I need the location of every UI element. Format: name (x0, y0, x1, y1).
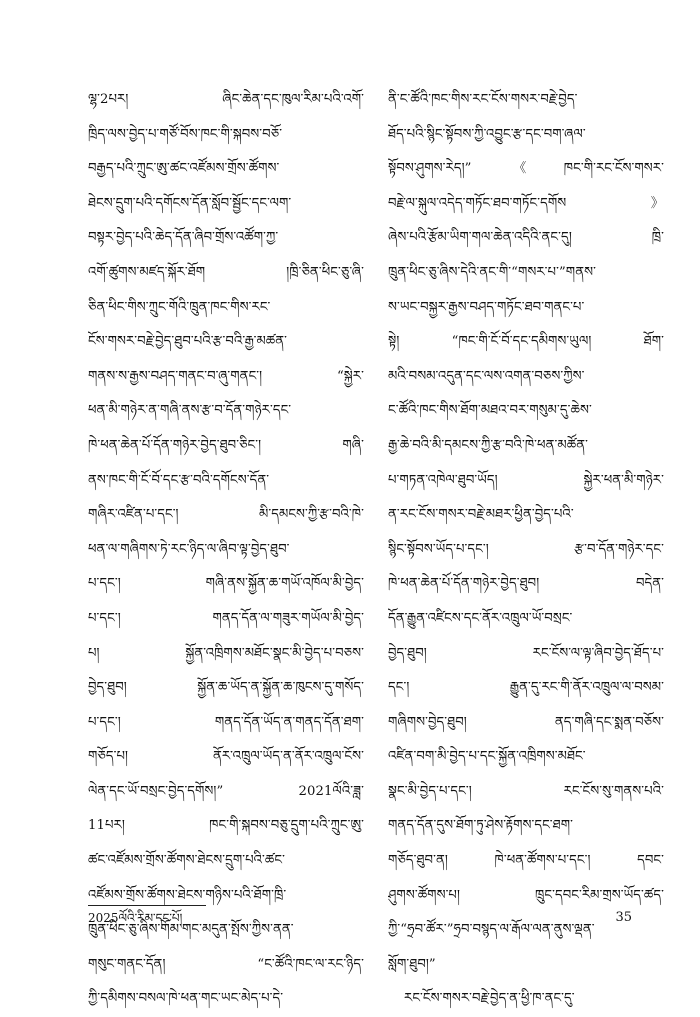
text-line: སྟེ། “ཁང་གི་ངོ་བོ་དང་དམིགས་ཡུལ། ཐོག་ (388, 334, 664, 350)
text-line: འགོ་ཚུགས་མཛད་སྐོར་ཐོག །ཁྲི་ཅིན་ཕིང་ཅུ་ཞི་ (88, 264, 364, 280)
text-line: གཞིར་འཛིན་པ་དང་། མི་དམངས་ཀྱི་རྩ་བའི་ཁེ་ (88, 507, 364, 523)
text-line: ཀྱི་དམིགས་བསལ་ཁེ་ཕན་གང་ཡང་མེད་པ་དེ་ (88, 991, 284, 1007)
text-line: ཅིན་ཕིང་གིས་ཀྲུང་གོའི་ཁྲུན་ཁང་གིས་རང་ (88, 299, 271, 315)
text-line: གཅོད་པ། ནོར་འཁྲུལ་ཡོད་ན་ནོར་འཁྲུལ་ངོས་ (88, 749, 364, 765)
text-line: ཕན་མི་གཉེར་ན་གཞི་ནས་རྩ་བ་དོན་གཉེར་དང་ (88, 403, 292, 419)
left-text-column (88, 83, 364, 1017)
text-line: གནད་དོན་དུས་ཐོག་ཏུ་ཤེས་རྟོགས་དང་ཐག་ (388, 818, 573, 834)
footer-rule (88, 905, 206, 906)
text-line: རང་ངོས་གསར་བརྗེ་བྱེད་ན་ཕྱི་ཁ་ནང་དུ་ (404, 991, 575, 1007)
text-line: ན་རང་ངོས་གསར་བརྗེ་མཐར་ཕྱིན་བྱེད་པའི་ (388, 507, 574, 523)
text-line: ཀྱི་“ཧྲབ་ཚོར་”ཧྲབ་བསྙད་ལ་རྒོལ་ལན་ནུས་ལྡན་ (388, 922, 595, 938)
text-line: ལེན་དང་ཡོ་བསྲང་བྱེད་དགོས།” 2021ལོའི་ཟླ་ (88, 783, 364, 799)
text-line: ཤུགས་ཚོགས་པ། ཁྲུང་དབང་རིམ་གྲས་ཡོད་ཚད་ (388, 887, 664, 903)
text-line: བྱེད་ཐུབ། རང་ངོས་ལ་ལྟ་ཞིབ་བྱེད་ཐོད་པ་ (388, 645, 664, 661)
text-line: ང་ཚོའི་ཁང་གིས་ཐོག་མཐའ་བར་གསུམ་དུ་ཆེས་ (388, 403, 592, 419)
text-line: བྱེད་ཐུབ། སྐྱོན་ཆ་ཡོད་ན་སྐྱོན་ཆ་ཁུངས་དུ་གསོད་ (88, 680, 364, 696)
text-line: གནས་ས་རྒྱས་བཤད་གནང་བ་ཞུ་གནང་། “སྐྱེར་ (88, 368, 364, 384)
text-line: པ། སྐྱོན་འཁྲིགས་མཐོང་སྣང་མི་བྱེད་པ་བཅས་ (88, 645, 364, 661)
text-line: མའི་བསམ་འདུན་དང་ལས་འགན་བཅས་ཀྱིས་ (388, 368, 585, 384)
text-line: དང་། རྒྱུན་དུ་རང་གི་ནོར་འཁྲུལ་ལ་བསམ་ (388, 680, 664, 696)
text-line: སྟོབས་ཤུགས་རེད།” 《ཁང་གི་རང་ངོས་གསར་ (388, 161, 664, 177)
text-line: བསྟར་བྱེད་པའི་ཆེད་དོན་ཞིབ་གྲོས་འཚོག་ཀྱ་ (88, 230, 279, 246)
text-line: དོན་རྒྱུན་འཛིངས་དང་ནོར་འཁྲུལ་ཡོ་བསྲང་ (388, 610, 573, 626)
text-line: ནས་ཁང་གི་ངོ་བོ་དང་རྩ་བའི་དགོངས་དོན་ (88, 472, 270, 488)
text-line: པ་དང་། གཞི་ནས་སྐྱོན་ཆ་གཡོ་འཁོལ་མི་བྱེད་ (88, 576, 364, 592)
text-line: པ་གཏན་འཁེལ་ཐུབ་ཡོད། སྐྱེར་ཕན་མི་གཉེར་ (388, 472, 664, 488)
text-line: ལྷ་2པར། ཞིང་ཆེན་དང་ཁུལ་རིམ་པའི་འགོ་ (88, 92, 364, 107)
right-text-column (388, 83, 664, 1017)
text-line: བརྒྱད་པའི་ཀྲུང་ཨུ་ཚང་འཛོམས་གྲོས་ཚོགས་ (88, 161, 280, 177)
text-line: གཞིགས་བྱེད་ཐུབ། ནད་གཞི་དང་སྨན་བཅོས་ (388, 714, 664, 730)
text-line: 11པར། ཁང་གི་སྐབས་བཅུ་དྲུག་པའི་ཀྲུང་ཨུ་ (88, 818, 364, 834)
text-line: ཁེ་ཕན་ཆེན་པོ་དོན་གཉེར་བྱེད་ཐུབ། བདེན་ (388, 576, 664, 592)
text-line: ཁྲིད་ལས་བྱེད་པ་གཙོ་བོས་ཁང་གི་སྐབས་བཅོ་ (88, 126, 283, 142)
text-line: ནི་ང་ཚོའི་ཁང་གིས་རང་ངོས་གསར་བརྗེ་བྱེད་ (388, 92, 578, 107)
text-line: ཁྲུན་ཕིང་ཅུ་ཞིས་དེའི་ནང་གི་“གསར་པ་”གནས་ (388, 264, 596, 280)
text-line: པ་དང་། གནད་དོན་ལ་གཟུར་གཡོལ་མི་བྱེད་ (88, 610, 364, 626)
text-line: རྒྱ་ཆེ་བའི་མི་དམངས་ཀྱི་རྩ་བའི་ཁེ་ཕན་མཚོན་ (388, 437, 588, 453)
text-line: ཐེངས་དྲུག་པའི་དགོངས་དོན་སློབ་སྦྱོང་དང་ལག་ (88, 195, 292, 211)
text-line: འཛིན་བག་མི་བྱེད་པ་དང་སྐྱོན་འཁྲིགས་མཐོང་ (388, 749, 586, 765)
text-line: ས་ཡང་བསྐྱར་རྒྱས་བཤད་གཏོང་ཐབ་གནང་པ་ (388, 299, 585, 315)
text-line: འཛོམས་གྲོས་ཚོགས་ཐེངས་གཉིས་པའི་ཐོག་ཁྲི་ (88, 887, 287, 903)
text-line: གཅོད་ཐུབ་ན། ཁེ་ཕན་ཚོགས་པ་དང་། དབང་ (388, 853, 664, 869)
text-line: སྣང་མི་བྱེད་པ་དང་། རང་ངོས་སུ་གནས་པའི་ (388, 783, 664, 799)
text-line: ཁེ་ཕན་ཆེན་པོ་དོན་གཉེར་བྱེད་ཐུབ་ཅིང་། གཞི་ (88, 437, 364, 453)
text-line: ཁྲུན་ཕིང་ཅུ་ཞིས་གོམ་གང་མདུན་སྤོས་ཀྱིས་ནན་ (88, 922, 294, 938)
text-line: པ་དང་། གནད་དོན་ཡོད་ན་གནད་དོན་ཐག་ (88, 714, 364, 730)
text-line: ཐོད་པའི་སྙིང་སྟོབས་ཀྱི་འབྱུང་རྩ་དང་བག་ཞལ་ (388, 126, 586, 142)
text-line: ཞེས་པའི་རྩོམ་ཡིག་གལ་ཆེན་འདིའི་ནང་དུ། ཁྲི་ (388, 230, 664, 246)
text-line: བརྗེ་ལ་སྐུལ་འདེད་གཏོང་ཐབ་གཏོང་དགོས》 (388, 195, 664, 211)
text-line: གསུང་གནང་དོན། “ང་ཚོའི་ཁང་ལ་རང་ཉིད་ (88, 956, 364, 972)
text-line: སློག་ཐུབ།” (388, 956, 436, 972)
text-line: ཚང་འཛོམས་གྲོས་ཚོགས་ཐེངས་དྲུག་པའི་ཚང་ (88, 853, 285, 869)
page-number: 35 (615, 910, 632, 925)
text-line: ཕན་ལ་གཞིགས་ཏེ་རང་ཉིད་ལ་ཞིབ་ལྟ་བྱེད་ཐུབ་ (88, 541, 290, 557)
text-line: ངོས་གསར་བརྗེ་བྱེད་ཐུབ་པའི་རྩ་བའི་རྒྱ་མཚན་ (88, 334, 288, 350)
text-line: སྙིང་སྟོབས་ཡོད་པ་དང་། རྩ་བ་དོན་གཉེར་དང་ (388, 541, 664, 557)
footer-issue-label: 2025ལོའི་རིམ་དང་པོ། (88, 911, 183, 925)
